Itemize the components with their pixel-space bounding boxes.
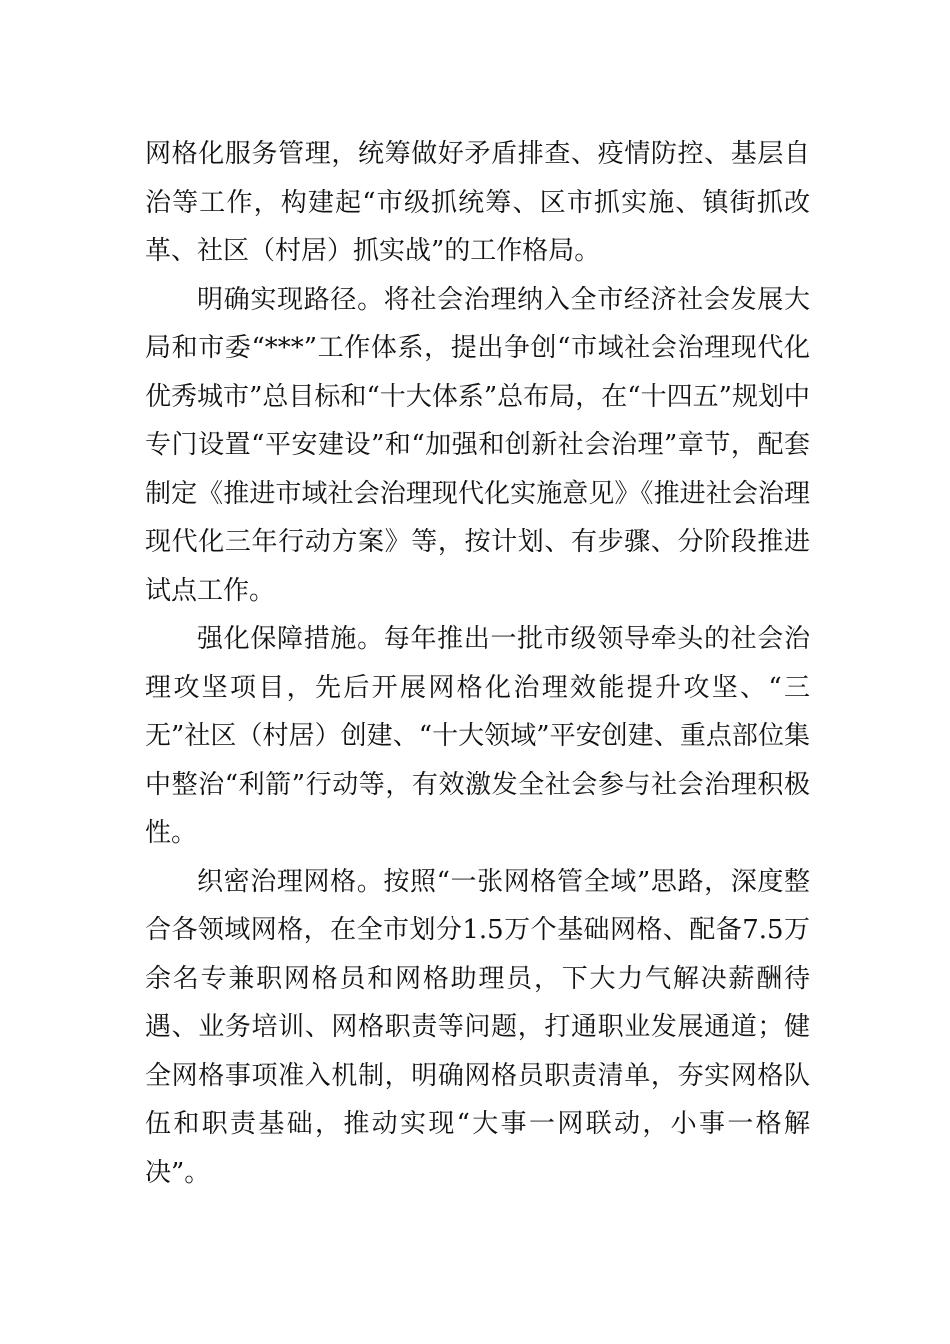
paragraph-implementation-path: 明确实现路径。将社会治理纳入全市经济社会发展大局和市委“***”工作体系，提出争创“市域社会治理现代化优秀城市”总目标和“十大体系”总布局，在“十四五”规划中专门设置“平安建设”和“加强和创新社会治理”章节，配套制定《推进市域社会治理现代化实施意见》《推进社会治理现代化三年行动方案》等，按计划、有步骤、分阶段推进试点工作。 (145, 284, 810, 606)
paragraph-safeguard-measures: 强化保障措施。每年推出一批市级领导牵头的社会治理攻坚项目，先后开展网格化治理效能提升攻坚、“三无”社区（村居）创建、“十大领域”平安创建、重点部位集中整治“利箭”行动等，有效激发全社会参与社会治理积极性。 (145, 624, 810, 848)
paragraph-continuation: 网格化服务管理，统筹做好矛盾排查、疫情防控、基层自治等工作，构建起“市级抓统筹、区市抓实施、镇街抓改革、社区（村居）抓实战”的工作格局。 (145, 139, 810, 266)
paragraph-governance-grid: 织密治理网格。按照“一张网格管全域”思路，深度整合各领域网格，在全市划分1.5万个基础网格、配备7.5万余名专兼职网格员和网格助理员，下大力气解决薪酬待遇、业务培训、网格职责等问题，打通职业发展通道；健全网格事项准入机制，明确网格员职责清单，夯实网格队伍和职责基础，推动实现“大事一网联动，小事一格解决”。 (145, 866, 810, 1188)
document-body (145, 130, 810, 1197)
